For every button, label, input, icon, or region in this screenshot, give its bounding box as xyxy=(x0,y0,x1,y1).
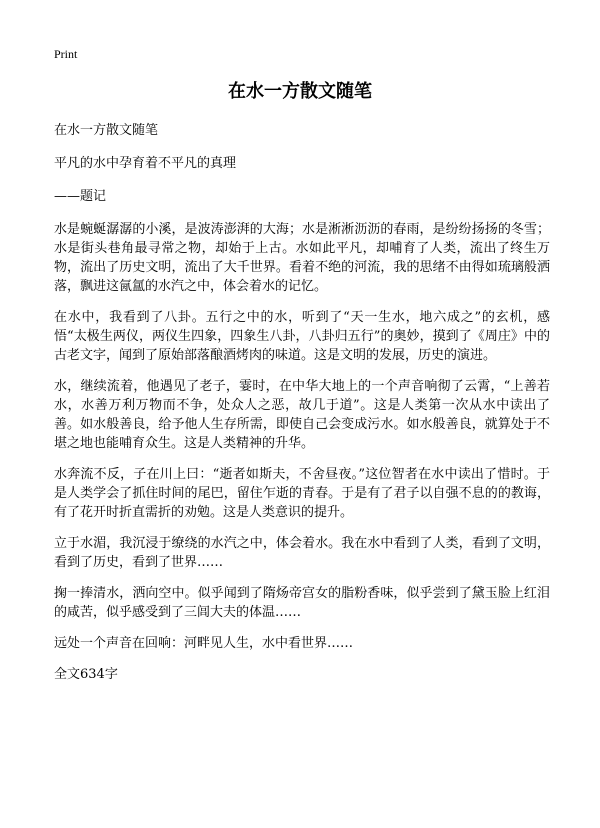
article-body xyxy=(54,121,550,696)
paragraph-4: 水奔流不反，子在川上曰：“逝者如斯夫，不舍昼夜。”这位智者在水中读出了惜时。于是人类学会了抓住时间的尾巴，留住乍逝的青春。于是有了君子以自强不息的的教诲，有了花开时折直需折的劝勉。这是人类意识的提升。 xyxy=(54,467,550,520)
epigraph: 平凡的水中孕育着不平凡的真理 xyxy=(54,156,237,171)
print-link[interactable]: Print xyxy=(54,47,78,61)
paragraph-6: 掬一捧清水，洒向空中。似乎闻到了隋炀帝宫女的脂粉香味，似乎尝到了黛玉脸上红泪的咸苦，似乎感受到了三闾大夫的体温…… xyxy=(54,586,550,620)
paragraph-1: 水是蜿蜒潺潺的小溪，是波涛澎湃的大海；水是淅淅沥沥的春雨，是纷纷扬扬的冬雪；水是街头巷角最寻常之物，却始于上古。水如此平凡，却哺育了人类，流出了终生万物，流出了历史文明，流出了大千世界。看着不绝的河流，我的思绪不由得如琉璃般洒落，飘进这氤氲的水汽之中，体会着水的记忆。 xyxy=(54,222,550,294)
paragraph-3: 水，继续流着，他遇见了老子，霎时，在中华大地上的一个声音响彻了云霄，“上善若水，水善万利万物而不争，处众人之恶，故几于道”。这是人类第一次从水中读出了善。如水般善良，给予他人生存所需，即使自己会变成污水。如水般善良，就算处于不堪之地也能哺育众生。这是人类精神的升华。 xyxy=(54,379,550,451)
word-count: 全文634字 xyxy=(54,667,118,682)
paragraph-2: 在水中，我看到了八卦。五行之中的水，听到了“天一生水，地六成之”的玄机，感悟“太极生两仪，两仪生四象，四象生八卦，八卦归五行”的奥妙，摸到了《周庄》中的古老文字，闻到了原始部落酿酒烤肉的味道。这是文明的发展，历史的演进。 xyxy=(54,310,550,363)
page-title: 在水一方散文随笔 xyxy=(228,81,372,102)
epigraph-attribution: ——题记 xyxy=(54,189,107,204)
article-subtitle: 在水一方散文随笔 xyxy=(54,123,159,138)
paragraph-5: 立于水湄，我沉浸于缭绕的水汽之中，体会着水。我在水中看到了人类，看到了文明，看到了历史，看到了世界…… xyxy=(54,536,550,570)
paragraph-7: 远处一个声音在回响：河畔见人生，水中看世界…… xyxy=(54,636,354,651)
